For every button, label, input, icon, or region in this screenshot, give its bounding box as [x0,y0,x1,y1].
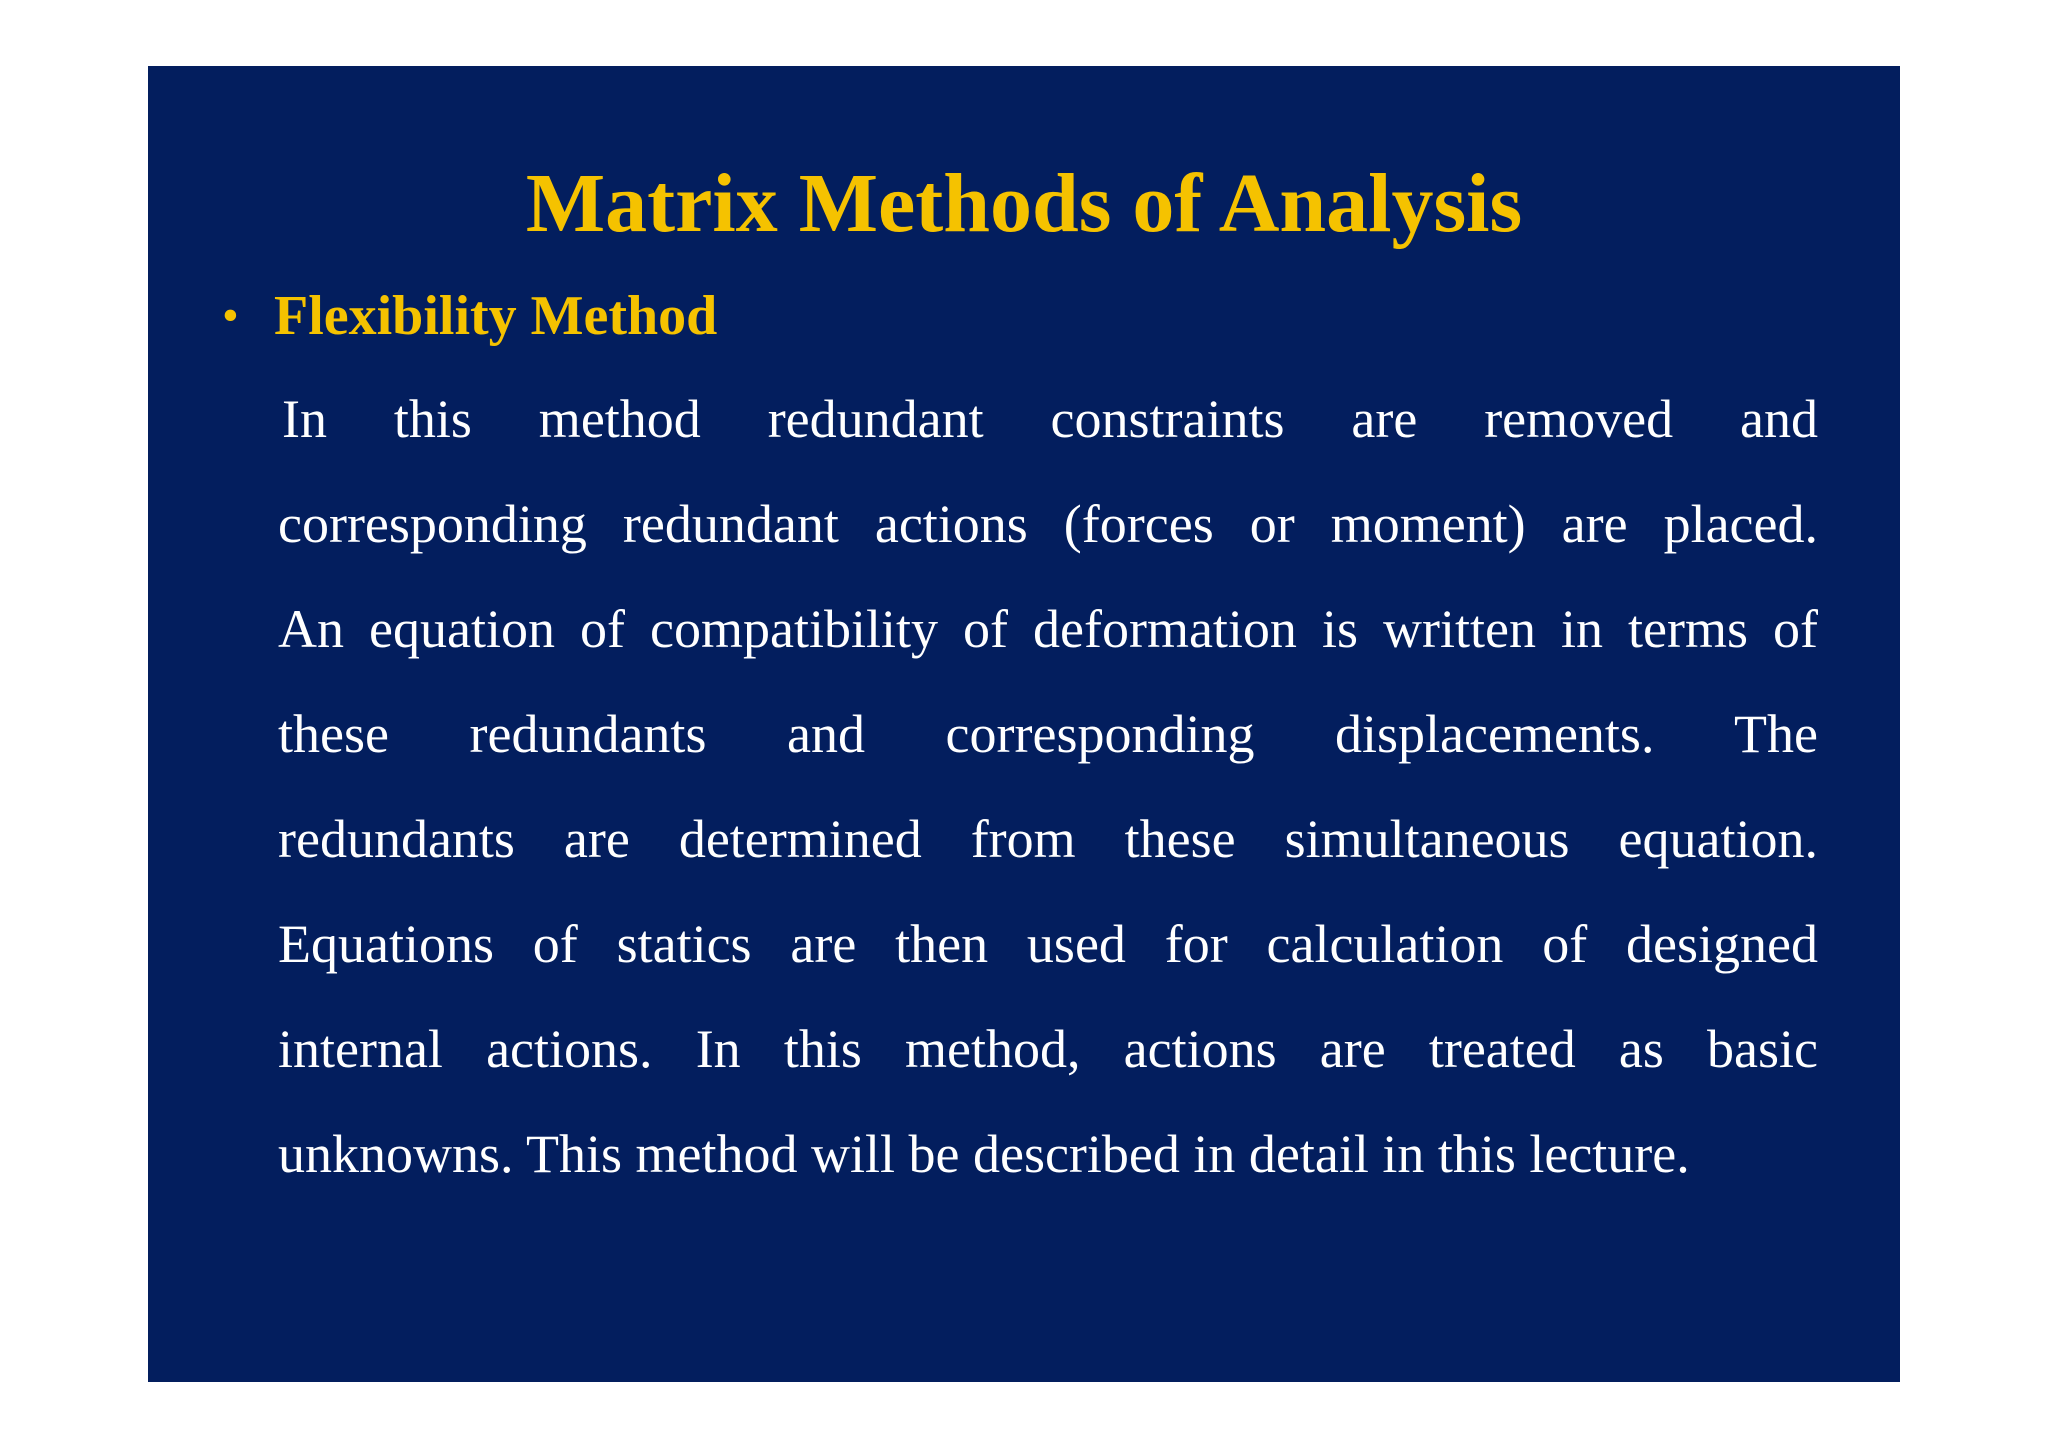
paragraph-line: unknowns. This method will be described in detail in this lecture. [278,1124,1690,1184]
bullet-item [222,276,717,356]
paragraph-line: In this method redundant constraints are removed and [282,389,1818,449]
paragraph-line: these redundants and corresponding displacements. The [278,704,1818,764]
paragraph-line: redundants are determined from these simultaneous equation. [278,809,1818,869]
bullet-icon: • [222,289,239,342]
paragraph-line: internal actions. In this method, actions are treated as basic [278,1019,1818,1079]
paragraph-line: An equation of compatibility of deformation is written in terms of [278,599,1818,659]
paragraph-line: Equations of statics are then used for calculation of designed [278,914,1818,974]
paragraph-line: corresponding redundant actions (forces or moment) are placed. [278,494,1818,554]
slide [148,66,1900,1382]
bullet-heading: Flexibility Method [274,285,718,347]
slide-title: Matrix Methods of Analysis [525,157,1523,250]
